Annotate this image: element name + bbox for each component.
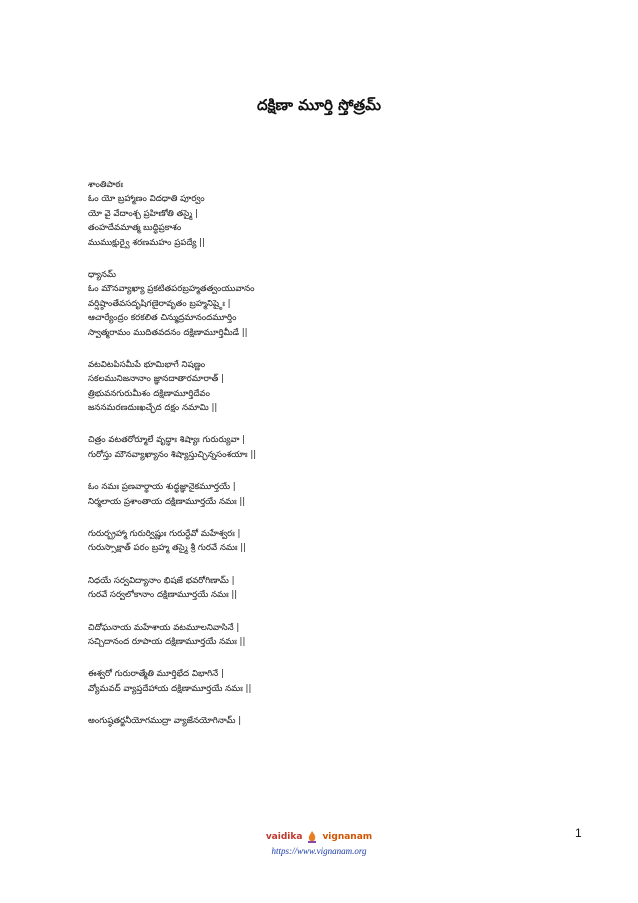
verse-line: నిర్మలాయ ప్రశాంతాయ దక్షిణామూర్తయే నమః || xyxy=(88,496,246,507)
stanza xyxy=(88,621,558,650)
stanza xyxy=(88,714,558,728)
verse-line: శాంతిపాఠః xyxy=(88,180,124,190)
footer-url-link[interactable]: https://www.vignanam.org xyxy=(271,846,367,856)
verse-line: ఓం నమః ప్రణవార్థాయ శుద్ధజ్ఞానైకమూర్తయే | xyxy=(88,482,236,493)
stanza xyxy=(88,433,558,462)
logo-text-vignanam: vignanam xyxy=(322,832,373,842)
verse-line: నిధయే సర్వవిద్యానాం భిషజే భవరోగిణామ్ | xyxy=(88,575,235,586)
page-number: 1 xyxy=(575,826,582,840)
verse-line: యో వై వేదాంశ్చ ప్రహిణోతి తస్మై | xyxy=(88,208,198,219)
verse-line: త్రిభువనగురుమీశం దక్షిణామూర్తిదేవం xyxy=(88,388,211,399)
verse-line: జననమరణదుఃఖచ్ఛేద దక్షం నమామి || xyxy=(88,403,218,414)
verse-line: గురవే సర్వలోకానాం దక్షిణామూర్తయే నమః || xyxy=(88,590,238,601)
verse-line: వ్యోమవద్ వ్యాప్తదేహాయ దక్షిణామూర్తయే నమః || xyxy=(88,683,252,694)
verse-line: చిత్రం వటతరోర్మూలే వృద్ధాః శిష్యాః గురుర్యువా | xyxy=(88,435,246,446)
verse-line: గురోస్తు మౌనవ్యాఖ్యానం శిష్యాస్తుచ్ఛిన్నసంశయాః || xyxy=(88,449,257,460)
logo-text-vaidika: vaidika xyxy=(265,832,303,842)
verse-line: ధ్యానమ్ xyxy=(88,269,116,280)
logo-flame-icon xyxy=(306,830,318,844)
verse-line: వర్షిష్ఠాంతేవసదృషిగణైరావృతం బ్రహ్మనిష్ఠైః | xyxy=(88,298,231,309)
stanza xyxy=(88,527,558,556)
verse-line: గురుర్బ్రహ్మా గురుర్విష్ణుః గురుర్దేవో మహేశ్వరః | xyxy=(88,529,241,540)
verse-line: ఓం యో బ్రహ్మాణం విదధాతి పూర్వం xyxy=(88,194,205,205)
verse-line: స్వాత్మరామం ముదితవదనం దక్షిణామూర్తిమీడే || xyxy=(88,327,248,338)
footer-logo[interactable] xyxy=(0,824,638,844)
verse-line: వటవిటపిసమీపే భూమిభాగే నిషణ్ణం xyxy=(88,359,206,370)
stanza xyxy=(88,574,558,603)
verse-line: చిదోఘనాయ మహేశాయ వటమూలనివాసినే | xyxy=(88,622,240,633)
verse-line: ఈశ్వరో గురురాత్మేతి మూర్తిభేద విభాగినే | xyxy=(88,669,224,680)
verse-line: సచ్చిదానంద రూపాయ దక్షిణామూర్తయే నమః || xyxy=(88,636,246,647)
verse-line: ఓం మౌనవ్యాఖ్యా ప్రకటితపరబ్రహ్మతత్వంయువానం xyxy=(88,284,255,295)
stanza xyxy=(88,480,558,509)
stanza xyxy=(88,667,558,696)
verse-line: సకలమునిజనానాం జ్ఞానదాతారమారాత్ | xyxy=(88,374,224,385)
verse-line: అంగుష్ఠతర్జనీయోగముద్రా వ్యాజేనయోగినామ్ | xyxy=(88,716,242,727)
verse-line: ముముక్షుర్వై శరణమహం ప్రపద్యే || xyxy=(88,237,205,248)
verse-line: ఆచార్యేంద్రం కరకలిత చిన్ముద్రమానందమూర్తిం xyxy=(88,313,237,324)
stanza xyxy=(88,268,558,340)
verse-line: గురుస్సాక్షాత్ పరం బ్రహ్మ తస్మై శ్రీ గురవే నమః || xyxy=(88,543,247,554)
stotram-body xyxy=(88,178,558,747)
page-title: దక్షిణా మూర్తి స్తోత్రమ్ xyxy=(257,96,381,114)
stanza xyxy=(88,358,558,416)
verse-line: తంహదేవమాత్మ బుద్ధిప్రకాశం xyxy=(88,223,182,234)
stanza xyxy=(88,178,558,250)
